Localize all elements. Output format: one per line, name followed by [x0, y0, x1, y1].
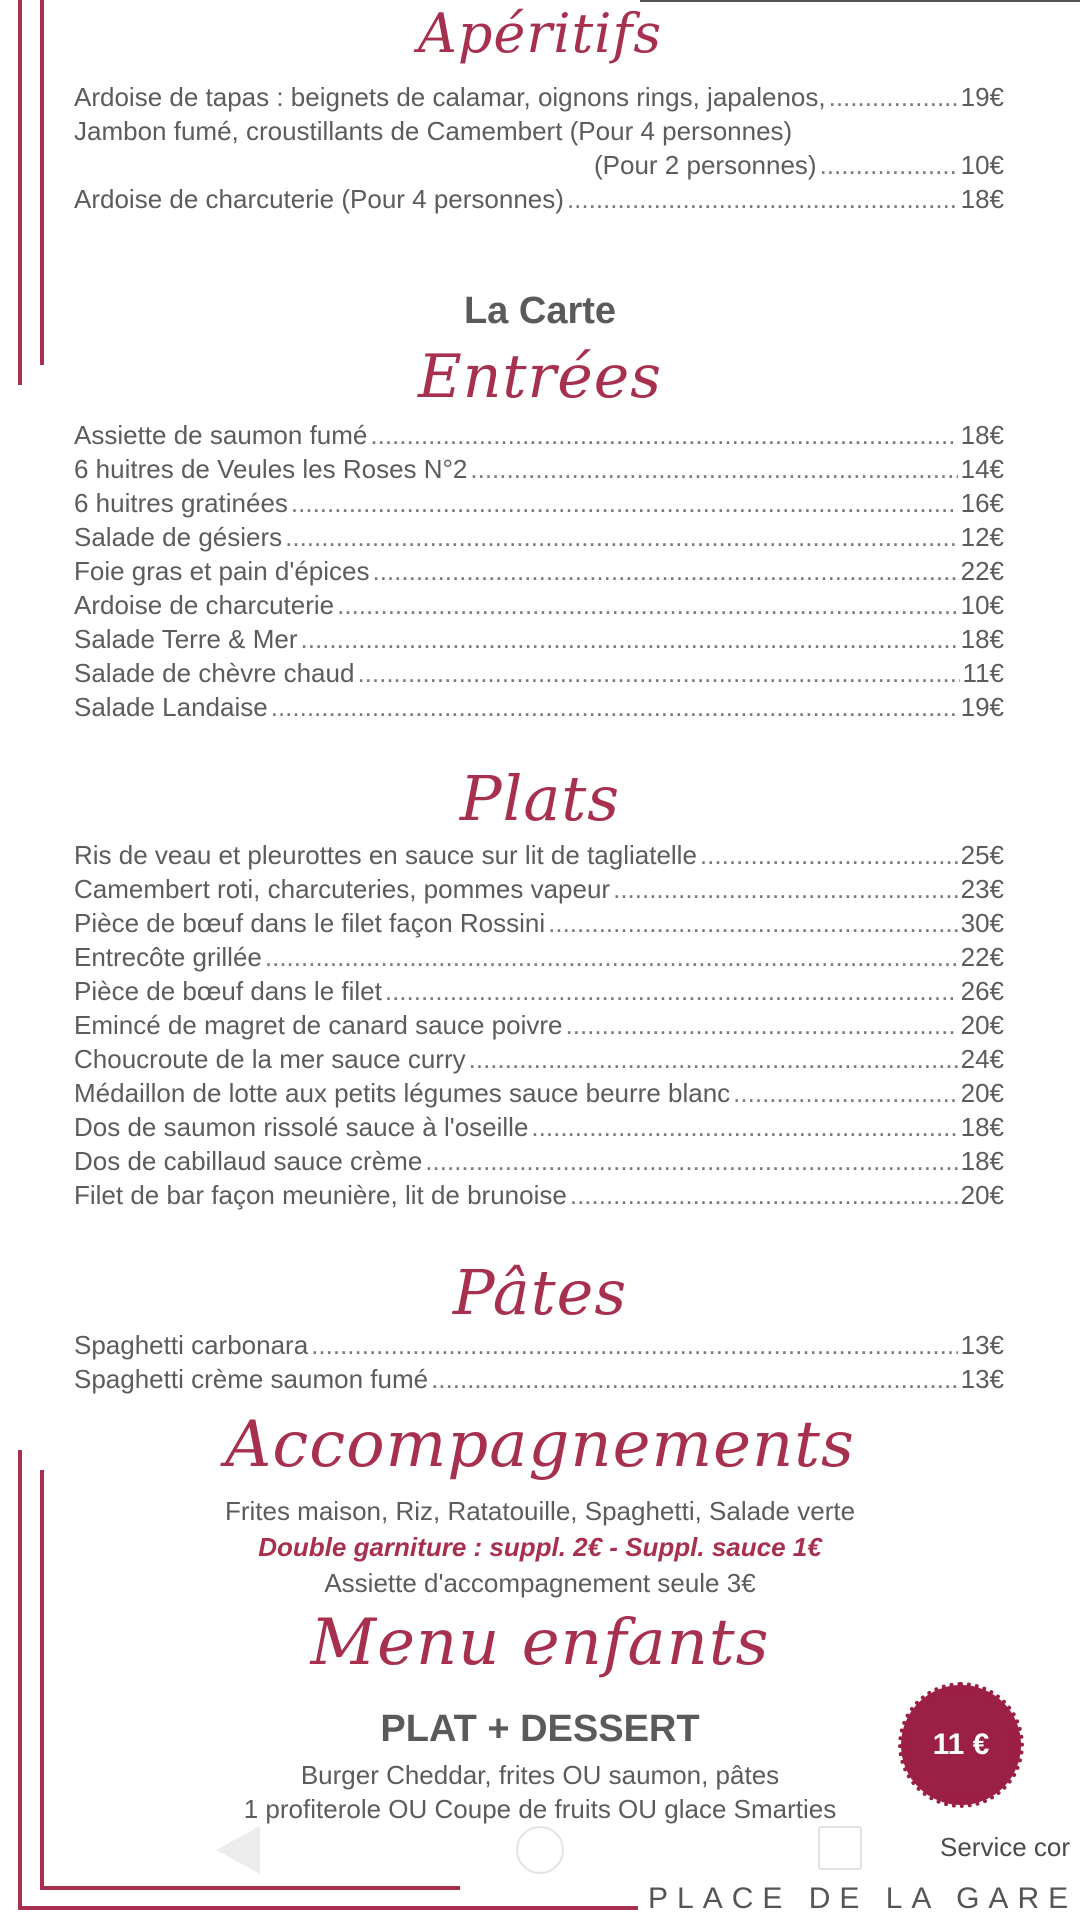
aperitifs-title: Apéritifs — [417, 2, 663, 65]
item-name: Spaghetti carbonara — [74, 1330, 309, 1360]
home-button[interactable] — [516, 1826, 564, 1874]
frame-line-bottom-outer — [18, 1906, 638, 1910]
item-price: 14€ — [960, 454, 1004, 484]
list-item — [74, 1362, 1004, 1396]
item-price: 18€ — [960, 624, 1004, 654]
leader-dots — [301, 622, 958, 656]
item-name: Ris de veau et pleurottes en sauce sur lit de tagliatelle — [74, 840, 697, 870]
item-price: 16€ — [960, 488, 1004, 518]
aperitifs-list — [74, 80, 1004, 216]
list-item — [74, 1178, 1004, 1212]
frame-line-bottom-inner — [40, 1886, 460, 1890]
menu-enfants-heading: PLAT + DESSERT — [380, 1708, 700, 1750]
leader-dots — [613, 872, 958, 906]
item-price: 13€ — [960, 1364, 1004, 1394]
leader-dots — [337, 588, 957, 622]
list-item — [74, 940, 1004, 974]
list-item — [74, 182, 1004, 216]
item-price: 12€ — [960, 522, 1004, 552]
list-item — [74, 1076, 1004, 1110]
list-item — [74, 80, 1004, 114]
item-price: 10€ — [960, 150, 1004, 180]
item-name: Salade de gésiers — [74, 522, 283, 552]
item-price: 26€ — [960, 976, 1004, 1006]
list-item — [74, 554, 1004, 588]
list-item — [74, 1110, 1004, 1144]
item-name: Spaghetti crème saumon fumé — [74, 1364, 429, 1394]
list-item — [74, 418, 1004, 452]
leader-dots — [425, 1144, 957, 1178]
leader-dots — [733, 1076, 957, 1110]
item-name: Foie gras et pain d'épices — [74, 556, 370, 586]
item-price: 20€ — [960, 1010, 1004, 1040]
pates-list — [74, 1328, 1004, 1396]
leader-dots — [470, 452, 957, 486]
menu-enfants-plat-text: Burger Cheddar, frites OU saumon, pâtes — [300, 1760, 780, 1790]
list-item — [74, 690, 1004, 724]
item-name: Dos de cabillaud sauce crème — [74, 1146, 423, 1176]
item-name: Camembert roti, charcuteries, pommes vapeur — [74, 874, 611, 904]
leader-dots — [567, 182, 958, 216]
item-price: 25€ — [960, 840, 1004, 870]
item-name: 6 huitres de Veules les Roses N°2 — [74, 454, 468, 484]
price-badge — [906, 1690, 1016, 1800]
menu-enfants-title: Menu enfants — [310, 1606, 770, 1680]
item-name: Pièce de bœuf dans le filet — [74, 976, 382, 1006]
item-name: Entrecôte grillée — [74, 942, 262, 972]
leader-dots — [370, 418, 957, 452]
list-item — [74, 114, 1004, 148]
item-name: Filet de bar façon meunière, lit de brunoise — [74, 1180, 567, 1210]
item-price: 22€ — [960, 556, 1004, 586]
item-price: 18€ — [960, 1112, 1004, 1142]
item-price: 23€ — [960, 874, 1004, 904]
plats-title: Plats — [459, 762, 621, 835]
item-name: Salade Landaise — [74, 692, 268, 722]
accompagnements-plate-text: Assiette d'accompagnement seule 3€ — [324, 1568, 756, 1598]
item-price: 11€ — [962, 658, 1004, 688]
plats-list — [74, 838, 1004, 1212]
list-item — [74, 148, 1004, 182]
item-name: Salade de chèvre chaud — [74, 658, 355, 688]
entrees-title: Entrées — [417, 342, 663, 412]
item-price: 30€ — [960, 908, 1004, 938]
item-price: 20€ — [960, 1180, 1004, 1210]
list-item — [74, 520, 1004, 554]
list-item — [74, 452, 1004, 486]
item-name: Assiette de saumon fumé — [74, 420, 368, 450]
leader-dots — [700, 838, 958, 872]
item-price: 18€ — [960, 184, 1004, 214]
item-name: Dos de saumon rissolé sauce à l'oseille — [74, 1112, 529, 1142]
leader-dots — [291, 486, 958, 520]
list-item — [74, 1042, 1004, 1076]
item-price: 18€ — [960, 1146, 1004, 1176]
leader-dots — [385, 974, 958, 1008]
item-price: 19€ — [960, 82, 1004, 112]
item-price: 13€ — [960, 1330, 1004, 1360]
item-name: Médaillon de lotte aux petits légumes sauce beurre blanc — [74, 1078, 731, 1108]
item-price: 24€ — [960, 1044, 1004, 1074]
leader-dots — [469, 1042, 958, 1076]
item-name: Ardoise de tapas : beignets de calamar, oignons rings, japalenos, — [74, 82, 826, 112]
list-item — [74, 1008, 1004, 1042]
item-name: Pièce de bœuf dans le filet façon Rossini — [74, 908, 546, 938]
address-text: PLACE DE LA GARE — [648, 1882, 1078, 1915]
list-item — [74, 588, 1004, 622]
leader-dots — [271, 690, 958, 724]
item-name: Emincé de magret de canard sauce poivre — [74, 1010, 563, 1040]
item-name: Salade Terre & Mer — [74, 624, 298, 654]
list-item — [74, 872, 1004, 906]
leader-dots — [820, 148, 958, 182]
entrees-list — [74, 418, 1004, 724]
leader-dots — [265, 940, 958, 974]
leader-dots — [285, 520, 957, 554]
item-price: 19€ — [960, 692, 1004, 722]
back-button[interactable] — [216, 1826, 260, 1874]
item-price: 20€ — [960, 1078, 1004, 1108]
leader-dots — [548, 906, 957, 940]
accompagnements-list-text: Frites maison, Riz, Ratatouille, Spaghetti, Salade verte — [224, 1496, 856, 1526]
list-item — [74, 1144, 1004, 1178]
item-name: Ardoise de charcuterie (Pour 4 personnes) — [74, 184, 564, 214]
list-item — [74, 1328, 1004, 1362]
pates-title: Pâtes — [452, 1256, 628, 1329]
list-item — [74, 486, 1004, 520]
item-name: Choucroute de la mer sauce curry — [74, 1044, 466, 1074]
leader-dots — [372, 554, 957, 588]
service-text: Service cor — [940, 1832, 1071, 1862]
list-item — [74, 974, 1004, 1008]
item-price: 10€ — [960, 590, 1004, 620]
list-item — [74, 656, 1004, 690]
item-name: Jambon fumé, croustillants de Camembert (Pour 4 personnes) — [74, 116, 793, 146]
list-item — [74, 906, 1004, 940]
leader-dots — [311, 1328, 957, 1362]
leader-dots — [829, 80, 958, 114]
leader-dots — [570, 1178, 958, 1212]
accompagnements-supplement-text: Double garniture : suppl. 2€ - Suppl. sauce 1€ — [258, 1532, 822, 1562]
menu-enfants-dessert-text: 1 profiterole OU Coupe de fruits OU glace Smarties — [243, 1794, 837, 1824]
leader-dots — [357, 656, 959, 690]
leader-dots — [531, 1110, 957, 1144]
recents-button[interactable] — [818, 1826, 862, 1870]
item-name: (Pour 2 personnes) — [594, 150, 817, 180]
leader-dots — [431, 1362, 958, 1396]
item-price: 18€ — [960, 420, 1004, 450]
list-item — [74, 838, 1004, 872]
item-name: Ardoise de charcuterie — [74, 590, 335, 620]
list-item — [74, 622, 1004, 656]
accompagnements-title: Accompagnements — [225, 1408, 855, 1482]
price-badge-label: 11 € — [932, 1728, 990, 1761]
la-carte-title: La Carte — [463, 290, 617, 332]
item-price: 22€ — [960, 942, 1004, 972]
item-name: 6 huitres gratinées — [74, 488, 288, 518]
leader-dots — [566, 1008, 958, 1042]
